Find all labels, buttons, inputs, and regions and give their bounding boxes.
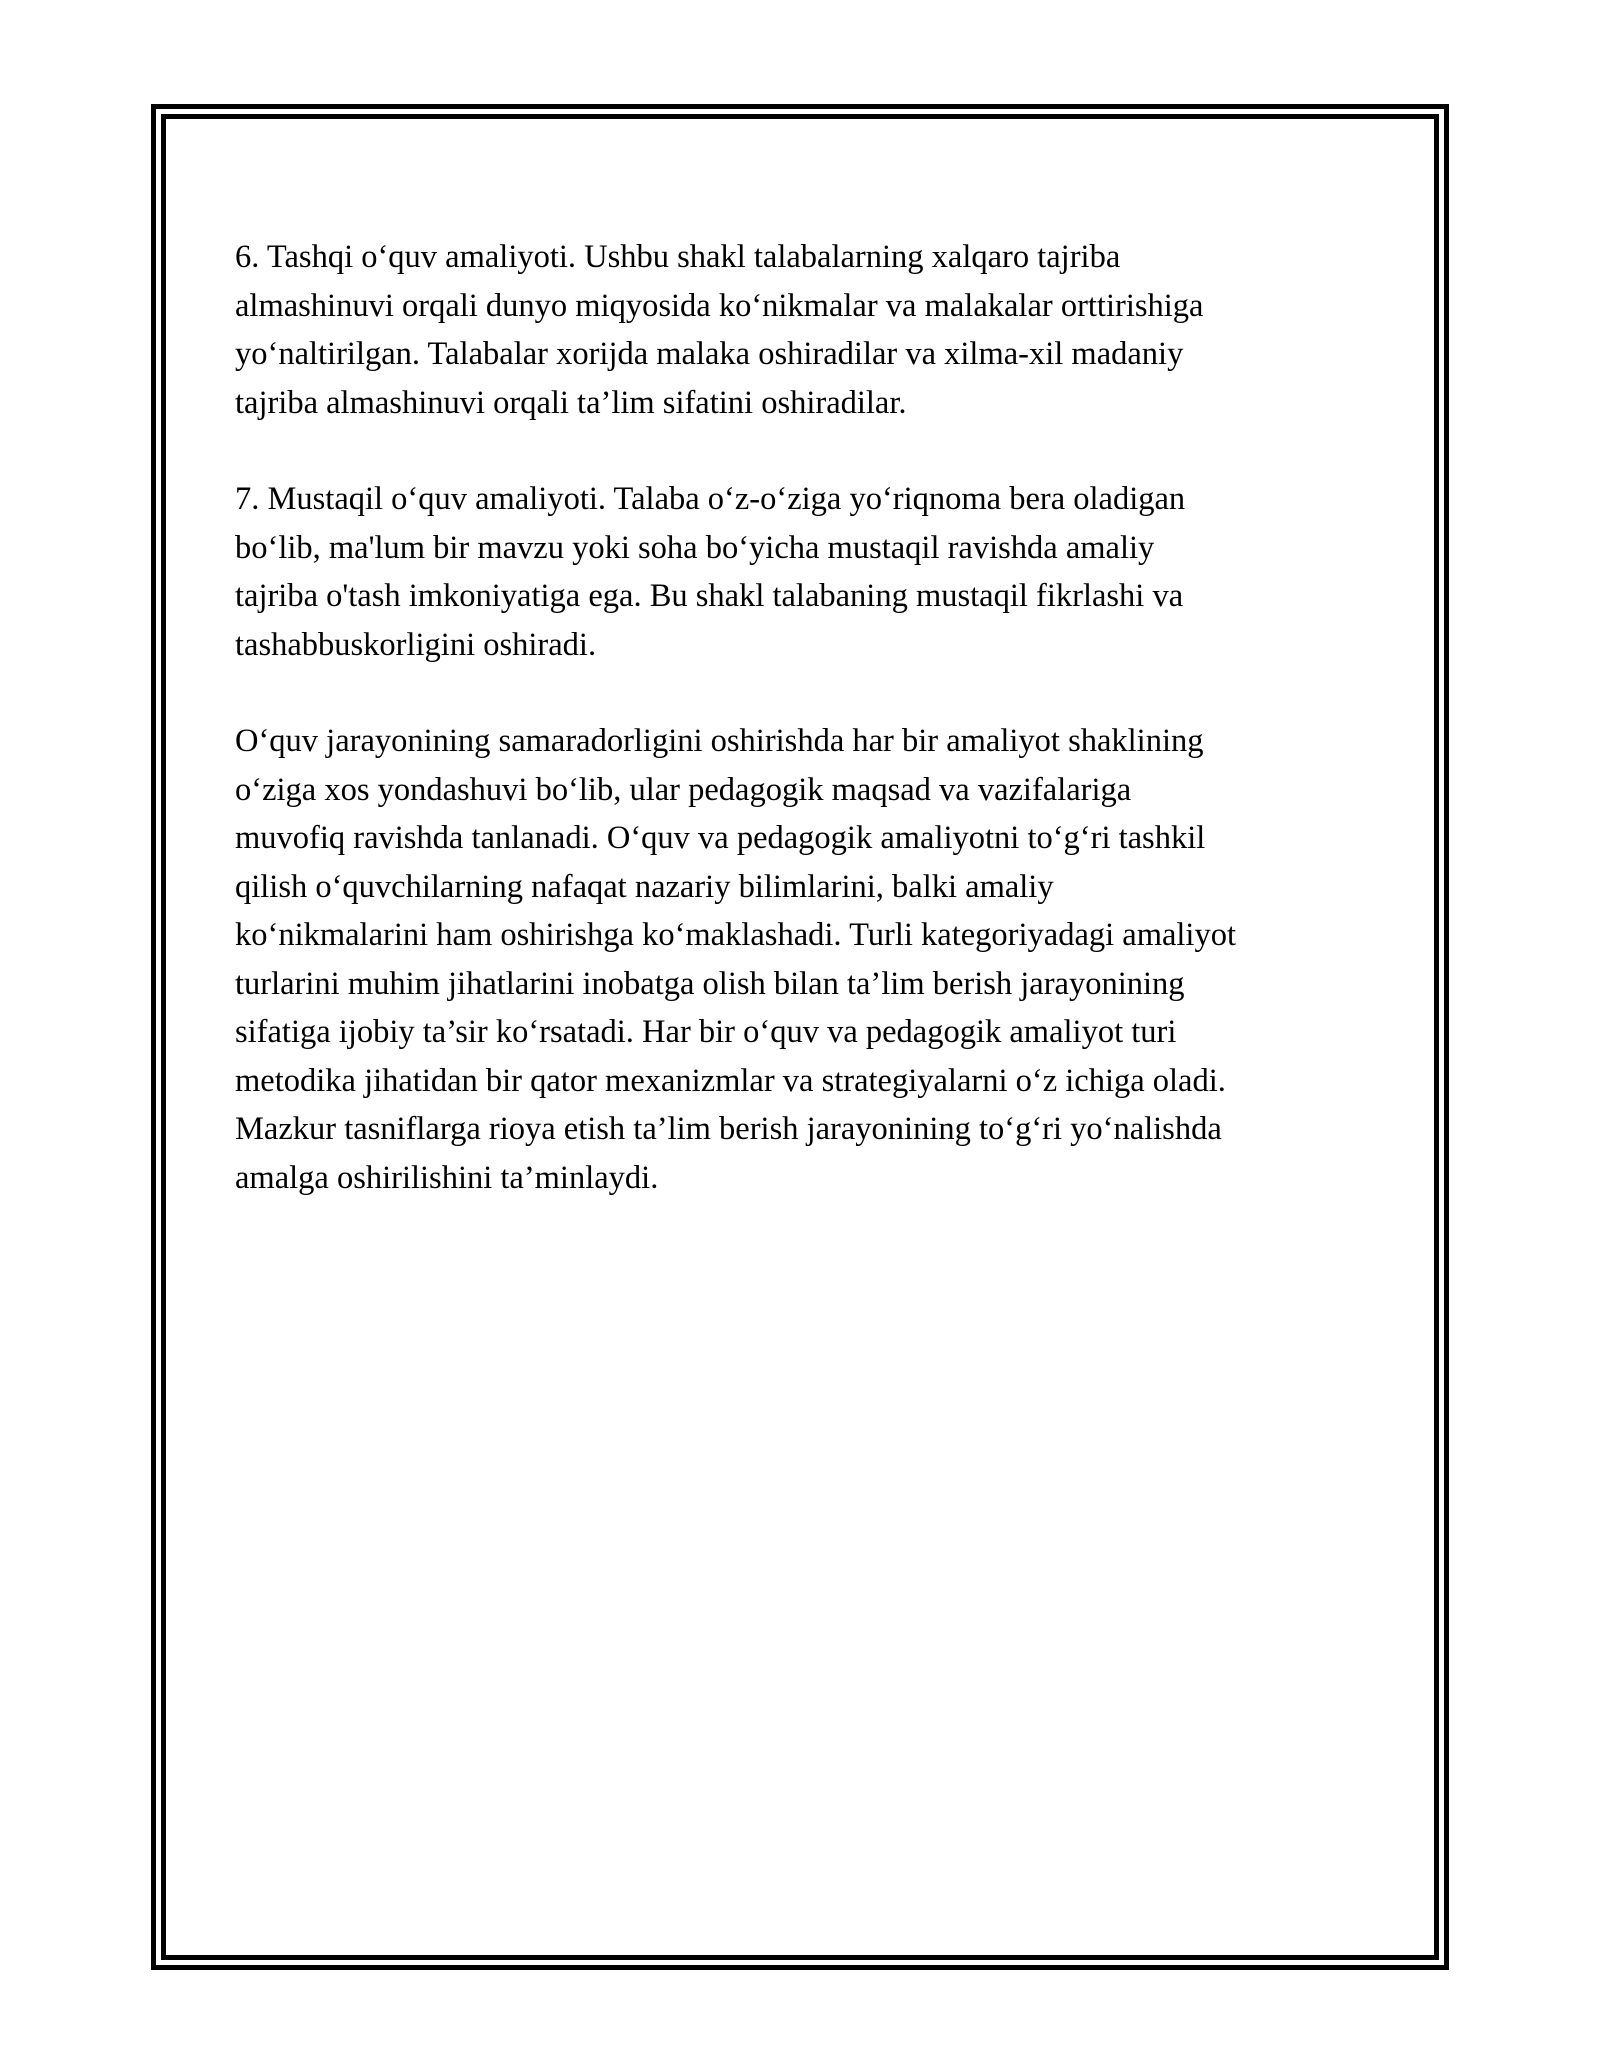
paragraph-conclusion: O‘quv jarayonining samaradorligini oshirishda har bir amaliyot shaklining o‘ziga xos yondashuvi bo‘lib, ular pedagogik maqsad va vazifalariga muvofiq ravishda tanlanadi. O‘quv va pedagogik amaliyotni to‘g‘ri tashkil qilish o‘quvchilarning nafaqat nazariy bilimlarini, balki amaliy ko‘nikmalarini ham oshirishga ko‘maklashadi. Turli kategoriyadagi amaliyot turlarini muhim jihatlarini inobatga olish bilan ta’lim berish jarayonining sifatiga ijobiy ta’sir ko‘rsatadi. Har bir o‘quv va pedagogik amaliyot turi metodika jihatidan bir qator mexanizmlar va strategiyalarni o‘z ichiga oladi. Mazkur tasniflarga rioya etish ta’lim berish jarayonining to‘g‘ri yo‘nalishda amalga oshirilishini ta’minlaydi. xyxy=(235,723,1236,1196)
document-body xyxy=(235,233,1370,1250)
paragraph-external-practice: 6. Tashqi o‘quv amaliyoti. Ushbu shakl talabalarning xalqaro tajriba almashinuvi orqali dunyo miqyosida ko‘nikmalar va malakalar orttirishiga yo‘naltirilgan. Talabalar xorijda malaka oshiradilar va xilma-xil madaniy tajriba almashinuvi orqali ta’lim sifatini oshiradilar. xyxy=(235,239,1204,421)
paragraph-independent-practice: 7. Mustaqil o‘quv amaliyoti. Talaba o‘z-o‘ziga yo‘riqnoma bera oladigan bo‘lib, ma'lum bir mavzu yoki soha bo‘yicha mustaqil ravishda amaliy tajriba o'tash imkoniyatiga ega. Bu shakl talabaning mustaqil fikrlashi va tashabbuskorligini oshiradi. xyxy=(235,481,1186,663)
